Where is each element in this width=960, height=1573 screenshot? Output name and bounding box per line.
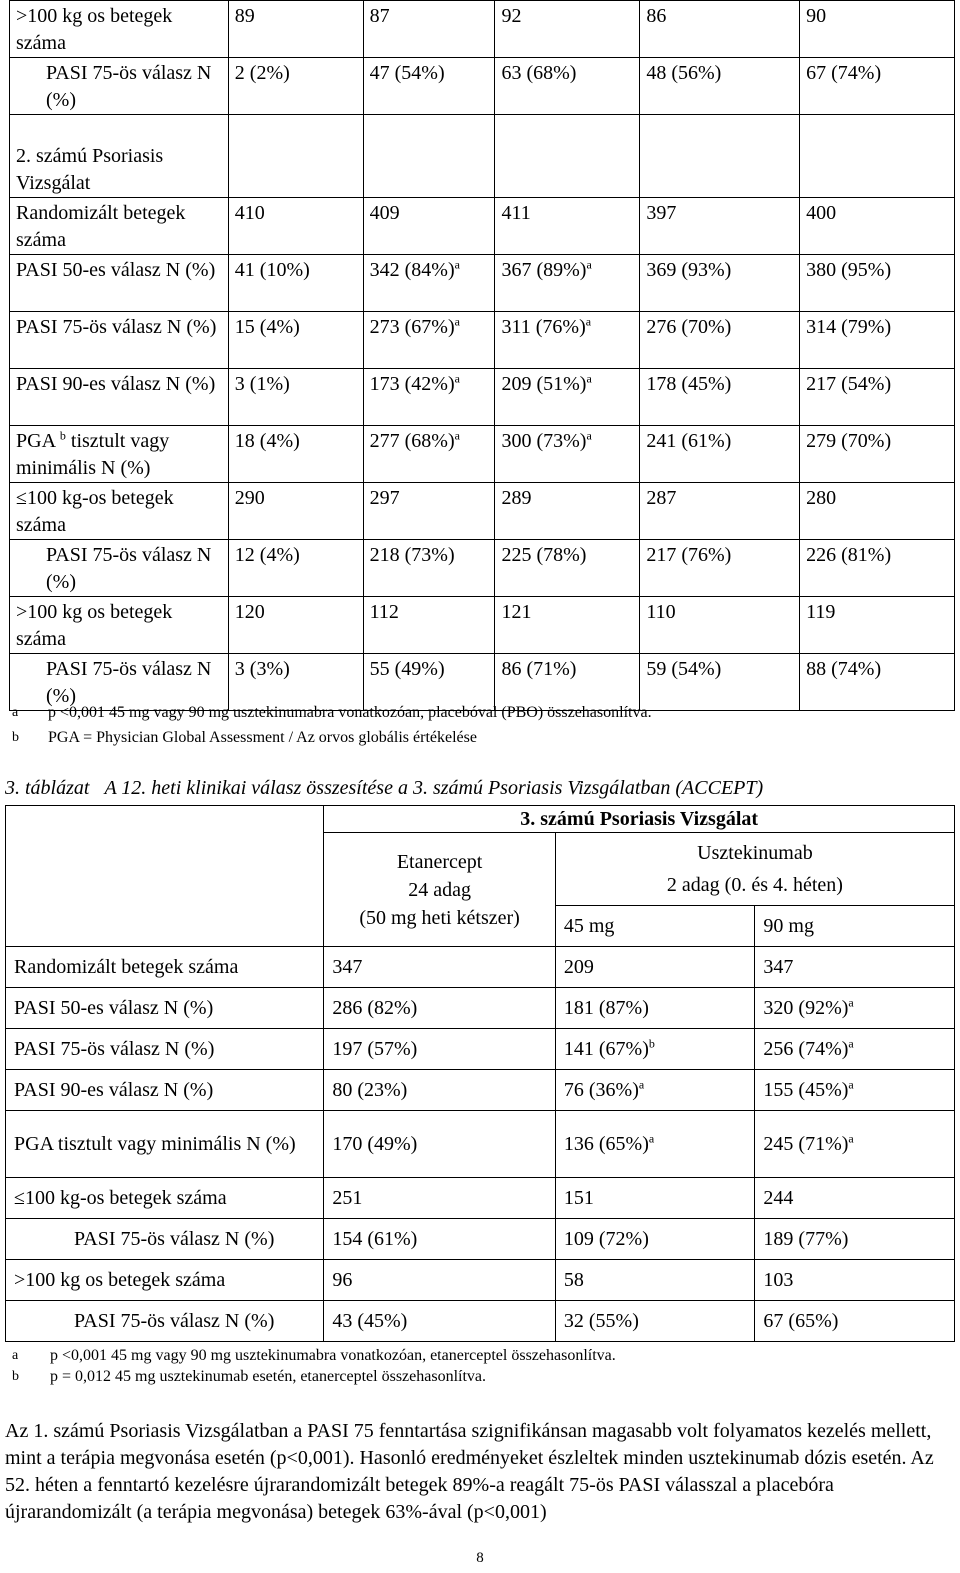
table-row [10, 369, 955, 426]
table-cell [755, 1111, 955, 1178]
table-cell [363, 312, 495, 369]
table-cell: 103 [755, 1260, 955, 1301]
table-row [10, 654, 955, 711]
cell-value: 41 (10%) [234, 259, 310, 281]
table-title: A 12. heti klinikai válasz összesítése a 3. számú Psoriasis Vizsgálatban (ACCEPT) [104, 777, 764, 799]
table-row [6, 947, 955, 988]
row-label: PASI 50-es válasz N (%) [6, 988, 324, 1029]
table-cell [495, 426, 640, 483]
footnote-ref: a [586, 428, 592, 443]
table-cell: 347 [324, 947, 556, 988]
footnote-ref: a [638, 1077, 645, 1092]
table-row [10, 597, 955, 654]
cell-value: 3 (1%) [234, 373, 290, 395]
table-cell: 397 [640, 198, 800, 255]
table-cell [228, 369, 363, 426]
table-cell: 119 [800, 597, 955, 654]
row-label: ≤100 kg-os betegek száma [6, 1178, 324, 1219]
dose-header-45mg: 45 mg [555, 906, 755, 947]
table-cell: 347 [755, 947, 955, 988]
ustekinumab-schedule: 2 adag (0. és 4. héten) [666, 874, 843, 896]
table-row [6, 988, 955, 1029]
table-row [6, 1260, 955, 1301]
table-cell [228, 115, 363, 198]
table-cell: 67 (65%) [755, 1301, 955, 1342]
table-cell: 369 (93%) [640, 255, 800, 312]
table-cell: 120 [228, 597, 363, 654]
table-caption [5, 777, 763, 800]
table-cell: 92 [495, 1, 640, 58]
footnote-text: p <0,001 45 mg vagy 90 mg usztekinumabra vonatkozóan, placebóval (PBO) összehasonlítva. [48, 704, 652, 721]
cell-value: 141 (67%) [563, 1038, 649, 1060]
row-label-prefix: PGA [16, 430, 55, 452]
etanercept-regimen: (50 mg heti kétszer) [359, 906, 520, 929]
table-cell [495, 369, 640, 426]
table-cell [755, 988, 955, 1029]
etanercept-doses: 24 adag [408, 878, 471, 901]
table-cell: 197 (57%) [324, 1029, 556, 1070]
table-cell: 400 [800, 198, 955, 255]
table-cell [555, 1070, 755, 1111]
table-cell: 276 (70%) [640, 312, 800, 369]
footnote-text: p = 0,012 45 mg usztekinumab esetén, etanerceptel összehasonlítva. [50, 1368, 487, 1385]
table-cell: 63 (68%) [495, 58, 640, 115]
row-label: Randomizált betegek száma [10, 198, 229, 255]
table-header-row [6, 806, 955, 833]
dose-header-90mg: 90 mg [755, 906, 955, 947]
table-cell: 3 (3%) [228, 654, 363, 711]
study-section-heading: 2. számú Psoriasis Vizsgálat [10, 115, 229, 198]
footnote-ref: a [586, 257, 592, 272]
cell-value: 320 (92%) [763, 997, 849, 1019]
row-label: >100 kg os betegek száma [10, 597, 229, 654]
table-cell: 280 [800, 483, 955, 540]
footnote-ref: a [848, 1036, 854, 1051]
table-cell: 80 (23%) [324, 1070, 556, 1111]
cell-value: 15 (4%) [234, 316, 300, 338]
table-row [10, 58, 955, 115]
accept-study-table [5, 805, 955, 1342]
footnote-ref: b [648, 1036, 655, 1051]
table-row [10, 312, 955, 369]
table-cell: 12 (4%) [228, 540, 363, 597]
footnote-mark: a [12, 1348, 19, 1363]
row-label: ≤100 kg-os betegek száma [10, 483, 229, 540]
table-cell: 251 [324, 1178, 556, 1219]
footnote-ref: a [848, 1131, 854, 1146]
footnote-ref: b [59, 428, 66, 443]
table-cell: 189 (77%) [755, 1219, 955, 1260]
table-cell: 110 [640, 597, 800, 654]
table-cell: 43 (45%) [324, 1301, 556, 1342]
table-cell: 244 [755, 1178, 955, 1219]
table-cell: 151 [555, 1178, 755, 1219]
row-label: PASI 75-ös válasz N (%) [10, 312, 229, 369]
row-label: Randomizált betegek száma [6, 947, 324, 988]
cell-value: 367 (89%) [501, 259, 587, 281]
table-cell: 112 [363, 597, 495, 654]
table-cell: 217 (76%) [640, 540, 800, 597]
cell-value: 155 (45%) [763, 1079, 849, 1101]
cell-value: 209 (51%) [501, 373, 587, 395]
header-empty-cell [6, 806, 324, 947]
table-cell: 410 [228, 198, 363, 255]
etanercept-header [324, 833, 556, 947]
row-label-text: tisztult vagy minimális N (%) [16, 430, 170, 479]
cell-value: 273 (67%) [369, 316, 455, 338]
row-label: >100 kg os betegek száma [6, 1260, 324, 1301]
cell-value: 136 (65%) [563, 1133, 649, 1155]
cell-value: 342 (84%) [369, 259, 455, 281]
row-label: PASI 75-ös válasz N (%) [10, 58, 229, 115]
table-row [10, 198, 955, 255]
table-cell: 218 (73%) [363, 540, 495, 597]
table-cell: 217 (54%) [800, 369, 955, 426]
cell-value: 256 (74%) [763, 1038, 849, 1060]
table-cell: 89 [228, 1, 363, 58]
table-cell: 86 [640, 1, 800, 58]
footnote-ref: a [585, 314, 592, 329]
row-label: PASI 75-ös válasz N (%) [10, 654, 229, 711]
table-cell [363, 115, 495, 198]
cell-value: 76 (36%) [563, 1079, 639, 1101]
ustekinumab-header [555, 833, 954, 906]
table-cell: 58 [555, 1260, 755, 1301]
table-cell: 297 [363, 483, 495, 540]
table-row [10, 483, 955, 540]
footnote-ref: a [648, 1131, 655, 1146]
table-cell [800, 115, 955, 198]
footnote-ref: a [848, 995, 854, 1010]
table-row [6, 1070, 955, 1111]
row-label: PGA tisztult vagy minimális N (%) [6, 1111, 324, 1178]
table-row [10, 426, 955, 483]
table-cell: 289 [495, 483, 640, 540]
table-cell: 409 [363, 198, 495, 255]
psoriasis-study-2-table [9, 0, 955, 711]
table-cell: 32 (55%) [555, 1301, 755, 1342]
row-label: PASI 75-ös válasz N (%) [6, 1301, 324, 1342]
table-cell [228, 255, 363, 312]
body-paragraph: Az 1. számú Psoriasis Vizsgálatban a PASI 75 fenntartása szignifikánsan magasabb volt folyamatos kezelés mellett, mint a terápia megvonása esetén (p<0,001). Hasonló eredményeket észleltek minden usztekinumab dózis esetén. Az 52. héten a fenntartó kezelésre újrarandomizált betegek 89%-a reagált 75-ös PASI válasszal a placebóra újrarandomizált (a terápia megvonása) betegek 63%-ával (p<0,001) [5, 1420, 934, 1523]
row-label: PASI 75-ös válasz N (%) [6, 1219, 324, 1260]
table-cell [363, 255, 495, 312]
table-cell [495, 255, 640, 312]
table-row [6, 1219, 955, 1260]
table-row [10, 540, 955, 597]
table-row [10, 255, 955, 312]
footnote-text: p <0,001 45 mg vagy 90 mg usztekinumabra vonatkozóan, etanerceptel összehasonlítva. [50, 1347, 616, 1364]
table-cell: 170 (49%) [324, 1111, 556, 1178]
footnote-ref: a [454, 257, 460, 272]
table-cell: 411 [495, 198, 640, 255]
table-cell: 121 [495, 597, 640, 654]
row-label: PASI 75-ös válasz N (%) [6, 1029, 324, 1070]
table-cell [363, 426, 495, 483]
page-number: 8 [476, 1550, 484, 1566]
table-row [6, 1111, 955, 1178]
table-cell [228, 426, 363, 483]
table-cell: 154 (61%) [324, 1219, 556, 1260]
table-cell [495, 115, 640, 198]
cell-value: 311 (76%) [501, 316, 586, 338]
footnote-mark: b [12, 730, 19, 745]
table-cell: 314 (79%) [800, 312, 955, 369]
footnote-ref: a [454, 371, 460, 386]
table-cell [555, 1111, 755, 1178]
table-number: 3. táblázat [5, 777, 90, 799]
table-cell: 209 [555, 947, 755, 988]
table-cell: 67 (74%) [800, 58, 955, 115]
table-cell [640, 115, 800, 198]
table-cell: 48 (56%) [640, 58, 800, 115]
table-row [6, 1178, 955, 1219]
row-label: PASI 90-es válasz N (%) [10, 369, 229, 426]
table-cell: 290 [228, 483, 363, 540]
table-cell: 2 (2%) [228, 58, 363, 115]
table-cell [755, 1029, 955, 1070]
footnote-ref: a [848, 1077, 854, 1092]
table-cell: 90 [800, 1, 955, 58]
table-cell: 47 (54%) [363, 58, 495, 115]
table-row [6, 1301, 955, 1342]
cell-value: 18 (4%) [234, 430, 300, 452]
table-row [10, 115, 955, 198]
row-label [10, 426, 229, 483]
table-cell: 88 (74%) [800, 654, 955, 711]
row-label: >100 kg os betegek száma [10, 1, 229, 58]
table-row [6, 1029, 955, 1070]
footnote-mark: a [12, 705, 19, 720]
table-cell [755, 1070, 955, 1111]
table-cell: 86 (71%) [495, 654, 640, 711]
table-cell: 287 [640, 483, 800, 540]
study-header: 3. számú Psoriasis Vizsgálat [324, 806, 955, 833]
ustekinumab-name: Usztekinumab [697, 842, 813, 864]
footnote-ref: a [454, 314, 460, 329]
table-cell: 55 (49%) [363, 654, 495, 711]
table-cell: 380 (95%) [800, 255, 955, 312]
cell-value: 173 (42%) [369, 373, 455, 395]
table-cell: 286 (82%) [324, 988, 556, 1029]
table-cell [228, 312, 363, 369]
table-cell: 181 (87%) [555, 988, 755, 1029]
table-cell: 225 (78%) [495, 540, 640, 597]
table-cell [363, 369, 495, 426]
table-cell: 178 (45%) [640, 369, 800, 426]
table-cell: 59 (54%) [640, 654, 800, 711]
row-label: PASI 75-ös válasz N (%) [10, 540, 229, 597]
footnote-ref: a [454, 428, 460, 443]
table-cell [555, 1029, 755, 1070]
footnote-ref: a [586, 371, 592, 386]
etanercept-name: Etanercept [396, 850, 483, 873]
table-cell [495, 312, 640, 369]
footnote-mark: b [12, 1369, 19, 1384]
footnote-text: PGA = Physician Global Assessment / Az orvos globális értékelése [48, 729, 477, 746]
cell-value: 300 (73%) [501, 430, 587, 452]
table-cell: 279 (70%) [800, 426, 955, 483]
table-row [10, 1, 955, 58]
cell-value: 245 (71%) [763, 1133, 849, 1155]
table-cell: 87 [363, 1, 495, 58]
table-cell: 109 (72%) [555, 1219, 755, 1260]
table-cell: 241 (61%) [640, 426, 800, 483]
row-label: PASI 90-es válasz N (%) [6, 1070, 324, 1111]
row-label: PASI 50-es válasz N (%) [10, 255, 229, 312]
cell-value: 277 (68%) [369, 430, 455, 452]
table-cell: 226 (81%) [800, 540, 955, 597]
table-cell: 96 [324, 1260, 556, 1301]
